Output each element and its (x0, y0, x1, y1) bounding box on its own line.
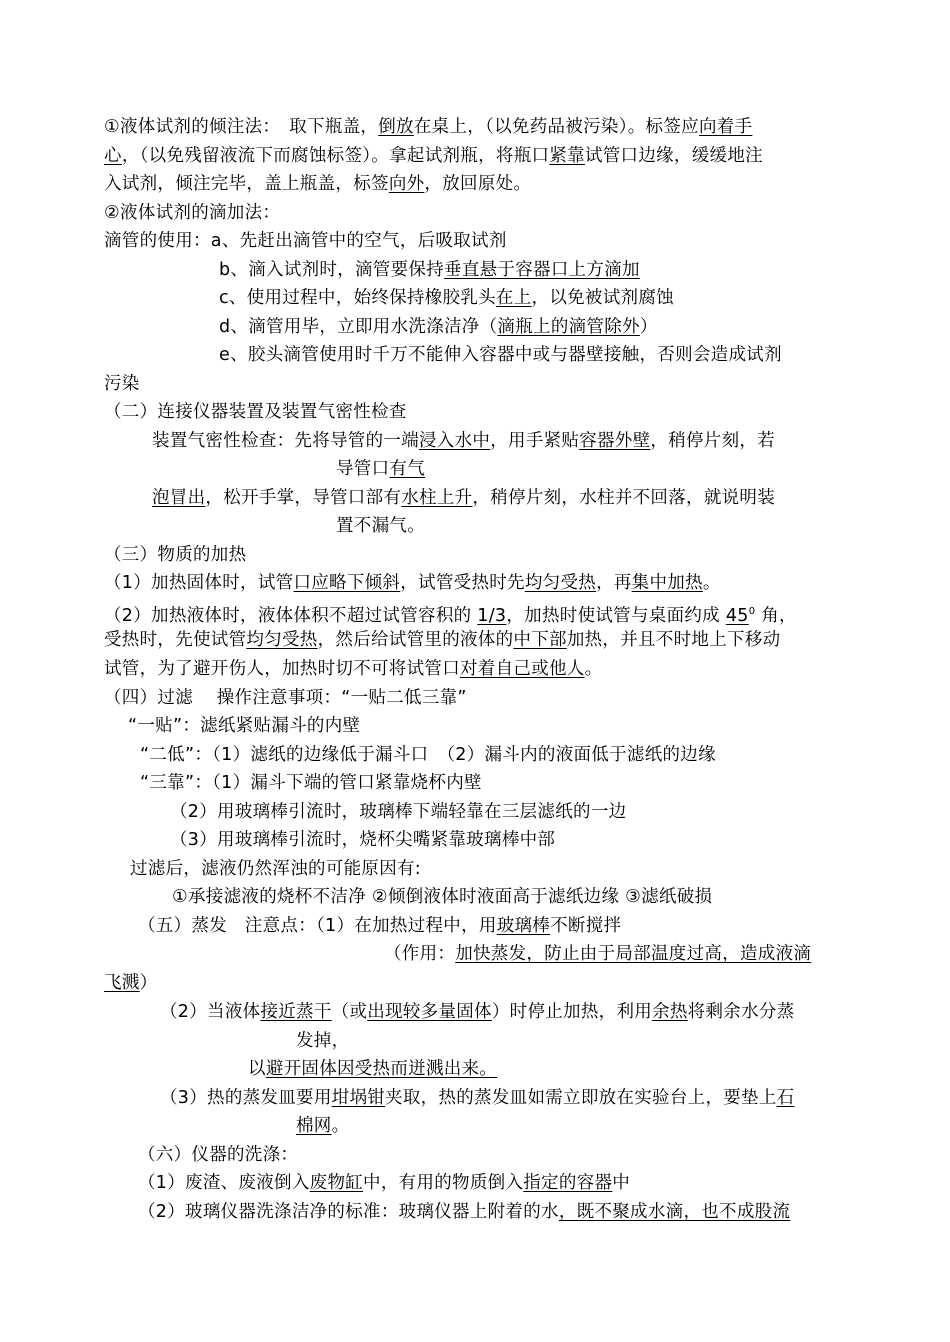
text-run: 装置气密性检查：先将导管的一端 (152, 431, 419, 451)
underlined-text: 集中加热 (631, 573, 703, 593)
underlined-text: 出现较多量固体 (367, 1002, 492, 1022)
text-run: 发掉， (296, 1031, 350, 1051)
text-run: 受热时，先使试管 (104, 630, 247, 650)
underlined-text: 倒放 (378, 117, 414, 137)
text-line (152, 486, 775, 510)
text-run: 试管，为了避开伤人，加热时切不可将试管口 (104, 659, 460, 679)
text-line (140, 771, 482, 795)
text-line (130, 857, 421, 881)
text-run: d、滴管用毕，立即用水洗涤洁净（ (219, 317, 498, 337)
text-line (219, 258, 640, 282)
text-line (104, 115, 752, 139)
underlined-text: 在上 (495, 288, 532, 308)
underlined-text: 容器外壁 (579, 431, 651, 451)
text-run: ） (139, 973, 158, 993)
text-run: 试管口边缘，缓缓地注 (584, 146, 763, 166)
underlined-text: ，既不聚成水滴，也不成股流 (558, 1202, 791, 1222)
text-run: 滴管的使用：a、先赶出滴管中的空气，后吸取试剂 (104, 231, 507, 251)
underlined-text: 玻璃棒 (496, 916, 551, 936)
text-run: “二低”：（1）滤纸的边缘低于漏斗口 （2）漏斗内的液面低于滤纸的边缘 (140, 745, 716, 765)
underlined-text: 口应略下倾斜 (293, 573, 401, 593)
text-run: （作用： (384, 944, 456, 964)
text-line (104, 400, 407, 424)
text-line (219, 343, 782, 367)
text-run: 过滤后，滤液仍然浑浊的可能原因有: (130, 859, 421, 879)
text-run: （2）当液体 (160, 1002, 261, 1022)
text-run: ①液体试剂的倾注法： 取下瓶盖， (104, 117, 379, 137)
text-line (248, 1057, 497, 1081)
underlined-text: 对着自己或他人 (460, 659, 585, 679)
text-run: 加热，并且不时地上下移动 (566, 630, 781, 650)
text-line (336, 514, 425, 538)
text-line (104, 628, 780, 652)
text-line (104, 600, 797, 628)
underlined-text: 垂直悬于容器口上方滴加 (444, 260, 640, 280)
text-run: 。 (331, 1116, 350, 1136)
text-run: ②液体试剂的滴加法： (104, 203, 281, 223)
text-line (140, 743, 716, 767)
underlined-text: 余热 (652, 1002, 688, 1022)
text-run: ，加热时使试管与桌面约成 (506, 606, 726, 626)
underlined-text: 中下部 (513, 630, 567, 650)
text-run: 不断搅拌 (550, 916, 622, 936)
text-run: ，稍停片刻，水柱并不回落，就说明装 (472, 488, 776, 508)
underlined-text: 均匀受热 (246, 630, 318, 650)
text-line (104, 543, 246, 567)
text-run: 。 (702, 573, 721, 593)
text-line (128, 714, 360, 738)
text-run: （二）连接仪器装置及装置气密性检查 (104, 402, 407, 422)
text-run: 入试剂，倾注完毕，盖上瓶盖，标签 (104, 174, 389, 194)
underlined-text: 避开固体因受热而迸溅出来。 (265, 1059, 498, 1079)
underlined-text: 滴瓶上的滴管除外 (497, 317, 640, 337)
text-line (138, 1200, 790, 1224)
underlined-text: 飞溅 (104, 973, 140, 993)
text-line (138, 914, 621, 938)
underlined-text: 接近蒸干 (260, 1002, 332, 1022)
text-line (104, 144, 763, 168)
text-line (138, 1171, 630, 1195)
underlined-text: 1/3 (477, 606, 507, 626)
text-line (104, 657, 602, 681)
text-run: （1）加热固体时，试管 (104, 573, 294, 593)
text-run: （六）仪器的洗涤： (138, 1145, 299, 1165)
text-run: 以 (248, 1059, 266, 1079)
text-run: （三）物质的加热 (104, 545, 247, 565)
text-run: （五）蒸发 注意点：（1）在加热过程中，用 (138, 916, 497, 936)
text-line (336, 457, 425, 481)
text-run: ，用手紧贴 (490, 431, 580, 451)
text-run: ） (639, 317, 658, 337)
underlined-text: 紧靠 (549, 146, 585, 166)
text-run: （2）用玻璃棒引流时，玻璃棒下端轻靠在三层滤纸的一边 (170, 802, 627, 822)
text-line (219, 315, 658, 339)
text-run: ，放回原处。 (424, 174, 532, 194)
underlined-text: 心 (104, 146, 122, 166)
text-line (104, 686, 467, 710)
text-line (104, 571, 721, 595)
underlined-text: 向外 (388, 174, 425, 194)
text-run: 在桌上，（以免药品被污染）。标签应 (413, 117, 699, 137)
underlined-text: 泡冒出 (152, 488, 206, 508)
text-line (219, 286, 674, 310)
text-line (296, 1114, 349, 1138)
text-line (104, 172, 531, 196)
text-line (296, 1029, 349, 1053)
text-line (152, 429, 775, 453)
text-run: （四）过滤 操作注意事项：“一贴二低三靠” (104, 688, 467, 708)
text-run: （1）废渣、废液倒入 (138, 1173, 310, 1193)
superscript-text: 0 (748, 606, 756, 617)
text-run: “三靠”：（1）漏斗下端的管口紧靠烧杯内壁 (140, 773, 482, 793)
text-run: ）时停止加热，利用 (491, 1002, 653, 1022)
text-run: 置不漏气。 (336, 516, 425, 536)
text-line (104, 229, 507, 253)
text-line (170, 800, 626, 824)
text-line (170, 828, 555, 852)
underlined-text: 向着手 (698, 117, 753, 137)
underlined-text: 加快蒸发，防止由于局部温度过高，造成液滴 (455, 944, 812, 964)
text-line (104, 372, 140, 396)
underlined-text: 指定的容器 (523, 1173, 613, 1193)
text-run: “一贴”：滤纸紧贴漏斗的内壁 (128, 716, 361, 736)
text-line (104, 201, 280, 225)
text-run: ，再 (596, 573, 632, 593)
text-run: （3）用玻璃棒引流时，烧杯尖嘴紧靠玻璃棒中部 (170, 830, 556, 850)
text-run: e、胶头滴管使用时千万不能伸入容器中或与器壁接触，否则会造成试剂 (219, 345, 782, 365)
text-run: （2）玻璃仪器洗涤洁净的标准：玻璃仪器上附着的水 (138, 1202, 559, 1222)
text-line (384, 942, 811, 966)
underlined-text: 坩埚钳 (331, 1088, 386, 1108)
text-run: c、使用过程中，始终保持橡胶乳头 (219, 288, 496, 308)
text-run: 夹取，热的蒸发皿如需立即放在实验台上，要垫上 (385, 1088, 777, 1108)
text-run: ，以免被试剂腐蚀 (531, 288, 674, 308)
text-run: （或 (331, 1002, 368, 1022)
text-run: ①承接滤液的烧杯不洁净 ②倾倒液体时液面高于滤纸边缘 ③滤纸破损 (172, 887, 713, 907)
text-run: 污染 (104, 374, 140, 394)
underlined-text: 有气 (389, 459, 426, 479)
text-run: （2）加热液体时，液体体积不超过试管容积的 (104, 606, 478, 626)
text-line (160, 1000, 794, 1024)
text-line (172, 885, 712, 909)
text-run: ，松开手掌，导管口部有 (205, 488, 402, 508)
text-run: ，然后给试管里的液体的 (317, 630, 514, 650)
underlined-text: 浸入水中 (419, 431, 491, 451)
text-run: ，（以免残留液流下而腐蚀标签）。拿起试剂瓶，将瓶口 (121, 146, 550, 166)
text-line (104, 971, 157, 995)
underlined-text: 均匀受热 (524, 573, 597, 593)
text-run: （3）热的蒸发皿要用 (160, 1088, 332, 1108)
underlined-text: 棉网 (296, 1116, 332, 1136)
text-line (160, 1086, 794, 1110)
text-run: 将剩余水分蒸 (687, 1002, 795, 1022)
text-run: 中 (612, 1173, 631, 1193)
underlined-text: 水柱上升 (401, 488, 473, 508)
text-run: 。 (584, 659, 603, 679)
text-line (138, 1143, 298, 1167)
underlined-text: 废物缸 (309, 1173, 364, 1193)
text-run: ，试管受热时先 (400, 573, 525, 593)
text-run: ，稍停片刻，若 (650, 431, 776, 451)
underlined-text: 石 (776, 1088, 795, 1108)
text-run: 中，有用的物质倒入 (363, 1173, 524, 1193)
text-run: 导管口 (336, 459, 390, 479)
text-run: b、滴入试剂时，滴管要保持 (219, 260, 445, 280)
text-run: 角， (755, 606, 797, 626)
underlined-text: 45 (725, 606, 749, 626)
